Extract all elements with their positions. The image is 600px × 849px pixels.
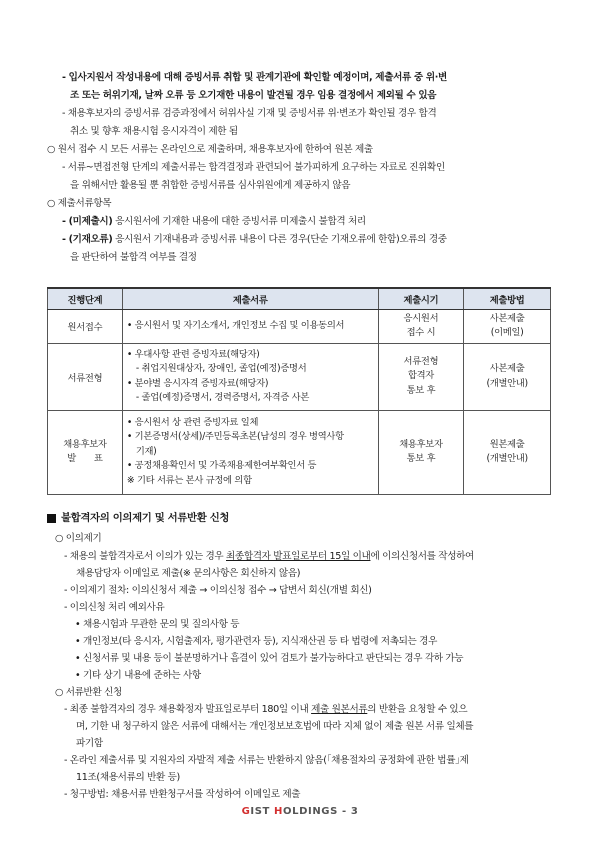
return-rule-line1: - 최종 불합격자의 경우 채용확정자 발표일로부터 180일 이내 제출 원본서류의 반환을 요청할 수 있으 <box>64 704 468 715</box>
notice-online-submission: ○ 원서 접수 시 모든 서류는 온라인으로 제출하며, 채용후보자에 한하여 원본 제출 <box>47 144 373 155</box>
notice-verification-line1: - 입사지원서 작성내용에 대해 증빙서류 취합 및 관계기관에 확인할 예정이며, 제출서류 중 위·변 <box>62 72 447 83</box>
objection-deadline: 최종합격자 발표일로부터 15일 이내 <box>226 551 371 562</box>
objection-rule-line1: - 채용의 불합격자로서 이의가 있는 경우 최종합격자 발표일로부터 15일 이내에 이의신청서를 작성하여 <box>64 551 474 562</box>
objection-exception-item: • 기타 상기 내용에 준하는 사항 <box>75 670 201 681</box>
return-request-method: - 청구방법: 채용서류 반환청구서를 작성하여 이메일로 제출 <box>64 789 301 800</box>
submission-items-heading: ○ 제출서류항목 <box>47 198 112 209</box>
objection-exception-item: • 채용시험과 무관한 문의 및 질의사항 등 <box>75 619 240 630</box>
header-method: 제출방법 <box>464 288 551 309</box>
objection-exception-item: • 개인정보(타 응시자, 시험출제자, 평가관련자 등), 지식재산권 등 타 법령에 저촉되는 경우 <box>75 636 438 647</box>
header-timing: 제출시기 <box>378 288 464 309</box>
table-row <box>48 343 551 410</box>
objection-exception-item: • 신청서류 및 내용 등이 불분명하거나 흠결이 있어 검토가 불가능하다고 판단되는 경우 각하 가능 <box>75 653 464 664</box>
submission-documents-table <box>47 287 551 495</box>
cell-timing: 응시원서 접수 시 <box>378 309 464 343</box>
objection-heading: ○ 이의제기 <box>55 533 102 544</box>
notice-forgery-line2: 취소 및 향후 채용시험 응시자격이 제한 됨 <box>70 126 238 137</box>
cell-documents: • 응시원서 상 관련 증빙자료 일체 • 기본증명서(상세)/주민등록초본(남성의 경우 병역사항 기재) • 공정채용확인서 및 가족채용제한여부확인서 등 ※ 기타 서류는 본사 규정에 의함 <box>122 410 378 494</box>
cell-method: 사본제출 (이메일) <box>464 309 551 343</box>
section-title: 불합격자의 이의제기 및 서류반환 신청 <box>61 512 230 524</box>
entry-error-rule-line1: - (기재오류) 응시원서 기재내용과 증빙서류 내용이 다른 경우(단순 기재오류에 한함)오류의 경중 <box>62 234 447 245</box>
cell-stage: 원서접수 <box>48 309 123 343</box>
cell-documents: • 우대사항 관련 증빙자료(해당자) - 취업지원대상자, 장애인, 졸업(예정)증명서 • 분야별 응시자격 증빙자료(해당자) - 졸업(예정)증명서, 경력증명서, 자격증 사본 <box>122 343 378 410</box>
entry-error-rule-line2: 을 판단하여 불합격 여부를 결정 <box>70 252 197 263</box>
table-row <box>48 309 551 343</box>
cell-stage: 채용후보자 발 표 <box>48 410 123 494</box>
cell-timing: 채용후보자 통보 후 <box>378 410 464 494</box>
cell-timing: 서류전형 합격자 통보 후 <box>378 343 464 410</box>
return-rule-line3: 파기함 <box>76 738 103 749</box>
header-stage: 진행단계 <box>48 288 123 309</box>
notice-document-use-line1: - 서류~면접전형 단계의 제출서류는 합격결정과 관련되어 불가피하게 요구하는 자료로 진위확인 <box>62 162 445 173</box>
cell-documents: • 응시원서 및 자기소개서, 개인정보 수집 및 이용동의서 <box>122 309 378 343</box>
return-online-rule-line2: 11조(채용서류의 반환 등) <box>76 772 180 783</box>
objection-procedure: - 이의제기 절차: 이의신청서 제출 → 이의신청 접수 → 답변서 회신(개별 회신) <box>64 585 372 596</box>
table-row <box>48 410 551 494</box>
cell-stage: 서류전형 <box>48 343 123 410</box>
return-online-rule-line1: - 온라인 제출서류 및 지원자의 자발적 제출 서류는 반환하지 않음(｢채용절차의 공정화에 관한 법률｣제 <box>64 755 469 766</box>
objection-rule-line2: 채용담당자 이메일로 제출(※ 문의사항은 회신하지 않음) <box>76 568 301 579</box>
header-documents: 제출서류 <box>122 288 378 309</box>
non-submission-rule: - (미제출시) 응시원서에 기재한 내용에 대한 증빙서류 미제출시 불합격 처리 <box>62 216 366 227</box>
return-heading: ○ 서류반환 신청 <box>55 687 122 698</box>
cell-method: 원본제출 (개별안내) <box>464 410 551 494</box>
notice-verification-line2: 조 또는 허위기재, 날짜 오류 등 오기재한 내용이 발견될 경우 임용 결정에서 제외될 수 있음 <box>70 90 437 101</box>
notice-forgery-line1: - 채용후보자의 증빙서류 검증과정에서 허위사실 기재 및 증빙서류 위·변조가 확인될 경우 합격 <box>62 108 437 119</box>
page-footer: GIST HOLDINGS - 3 <box>241 806 359 817</box>
objection-exceptions-heading: - 이의신청 처리 예외사유 <box>64 602 165 613</box>
return-original-documents: 제출 원본서류 <box>311 704 368 715</box>
table-header-row <box>48 288 551 309</box>
notice-document-use-line2: 을 위해서만 활용될 뿐 취합한 증빙서류를 심사위원에게 제공하지 않음 <box>70 180 351 191</box>
return-rule-line2: 며, 기한 내 청구하지 않은 서류에 대해서는 개인정보보호법에 따라 지체 없이 제출 원본 서류 일체를 <box>76 721 474 732</box>
cell-method: 사본제출 (개별안내) <box>464 343 551 410</box>
section-square-icon <box>47 514 56 523</box>
